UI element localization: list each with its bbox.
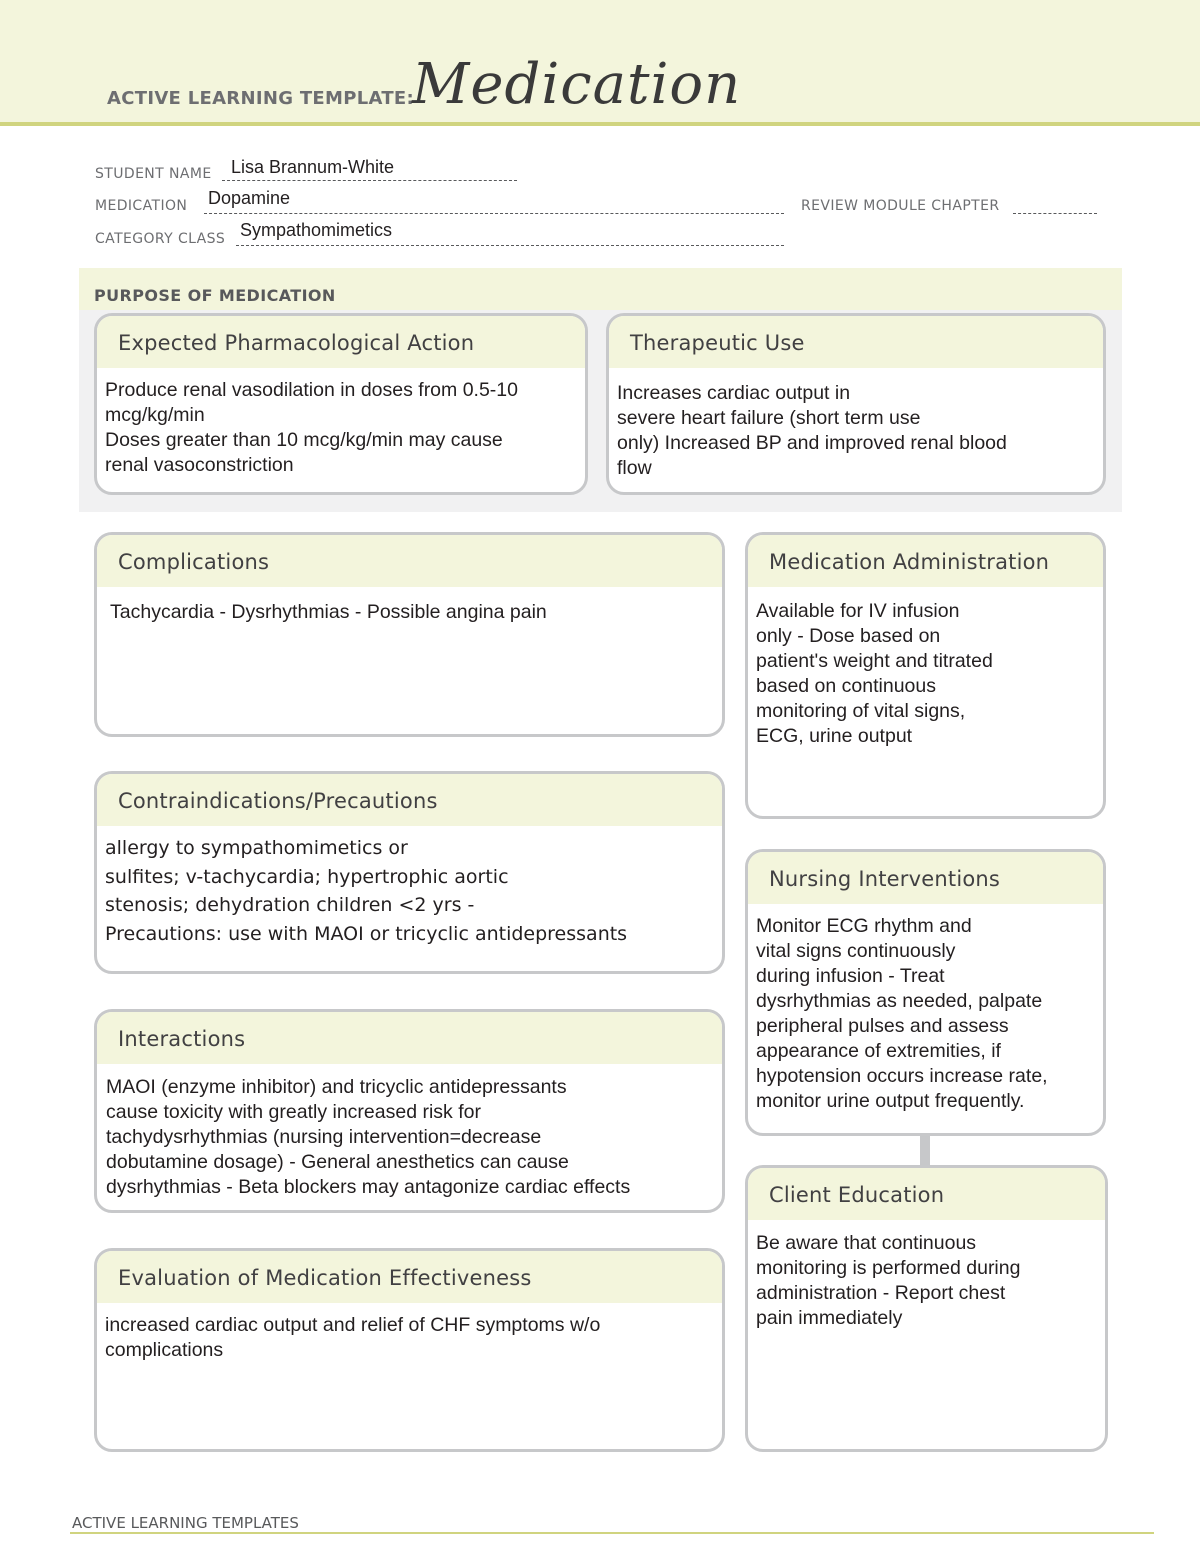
client-education-text[interactable]: Be aware that continuous monitoring is performed during administration - Report chest pain immediately [756, 1232, 1021, 1329]
therapeutic-use-box [606, 313, 1106, 495]
complications-title: Complications [97, 535, 722, 587]
medication-line [204, 213, 784, 214]
contraindications-text[interactable]: allergy to sympathomimetics or sulfites; v-tachycardia; hypertrophic aortic stenosis; dehydration children <2 yrs - Precautions: use with MAOI or tricyclic antidepressants [105, 837, 628, 945]
complications-box [94, 532, 725, 737]
nursing-interventions-text[interactable]: Monitor ECG rhythm and vital signs continuously during infusion - Treat dysrhythmias as needed, palpate peripheral pulses and assess appearance of extremities, if hypotension occurs increase rate, monitor urine output frequently. [756, 915, 1048, 1112]
footer-rule [70, 1532, 1154, 1534]
category-class-line [236, 245, 784, 246]
expected-action-text[interactable]: Produce renal vasodilation in doses from 0.5-10 mcg/kg/min Doses greater than 10 mcg/kg/min may cause renal vasoconstriction [105, 379, 518, 476]
contraindications-box [94, 771, 725, 974]
evaluation-box [94, 1248, 725, 1452]
expected-action-title: Expected Pharmacological Action [97, 316, 585, 368]
purpose-title: PURPOSE OF MEDICATION [94, 286, 336, 305]
complications-text[interactable]: Tachycardia - Dysrhythmias - Possible angina pain [110, 601, 547, 623]
review-module-line [1013, 213, 1097, 214]
medication-label: MEDICATION [95, 198, 188, 214]
nursing-interventions-title: Nursing Interventions [748, 852, 1103, 904]
category-class-label: CATEGORY CLASS [95, 231, 226, 247]
evaluation-title: Evaluation of Medication Effectiveness [97, 1251, 722, 1303]
therapeutic-use-title: Therapeutic Use [609, 316, 1103, 368]
footer-text: ACTIVE LEARNING TEMPLATES [72, 1514, 299, 1532]
therapeutic-use-text[interactable]: Increases cardiac output in severe heart failure (short term use only) Increased BP and improved renal blood flow [617, 382, 1007, 479]
expected-action-box [94, 313, 588, 495]
nursing-interventions-box [745, 849, 1106, 1136]
medication-field[interactable]: Dopamine [208, 188, 291, 208]
header-rule [0, 122, 1200, 126]
medication-administration-title: Medication Administration [748, 535, 1103, 587]
template-title: Medication [412, 52, 742, 117]
student-name-line [222, 180, 517, 181]
interactions-title: Interactions [97, 1012, 722, 1064]
contraindications-title: Contraindications/Precautions [97, 774, 722, 826]
medication-administration-text[interactable]: Available for IV infusion only - Dose based on patient's weight and titrated based on continuous monitoring of vital signs, ECG, urine output [756, 600, 993, 747]
student-name-field[interactable]: Lisa Brannum-White [231, 157, 395, 177]
client-education-title: Client Education [748, 1168, 1105, 1220]
interactions-text[interactable]: MAOI (enzyme inhibitor) and tricyclic antidepressants cause toxicity with greatly increased risk for tachydysrhythmias (nursing intervention=decrease dobutamine dosage) - General anesthetics can cause dysrhythmias - Beta blockers may antagonize cardiac effects [106, 1076, 631, 1198]
evaluation-text[interactable]: increased cardiac output and relief of CHF symptoms w/o complications [105, 1314, 601, 1361]
template-label: ACTIVE LEARNING TEMPLATE: [107, 88, 414, 109]
medication-administration-box [745, 532, 1106, 819]
client-education-box [745, 1165, 1108, 1452]
review-module-label: REVIEW MODULE CHAPTER [801, 198, 1000, 214]
category-class-field[interactable]: Sympathomimetics [240, 220, 393, 240]
connector-bar [920, 1134, 930, 1166]
student-name-label: STUDENT NAME [95, 166, 212, 182]
interactions-box [94, 1009, 725, 1213]
